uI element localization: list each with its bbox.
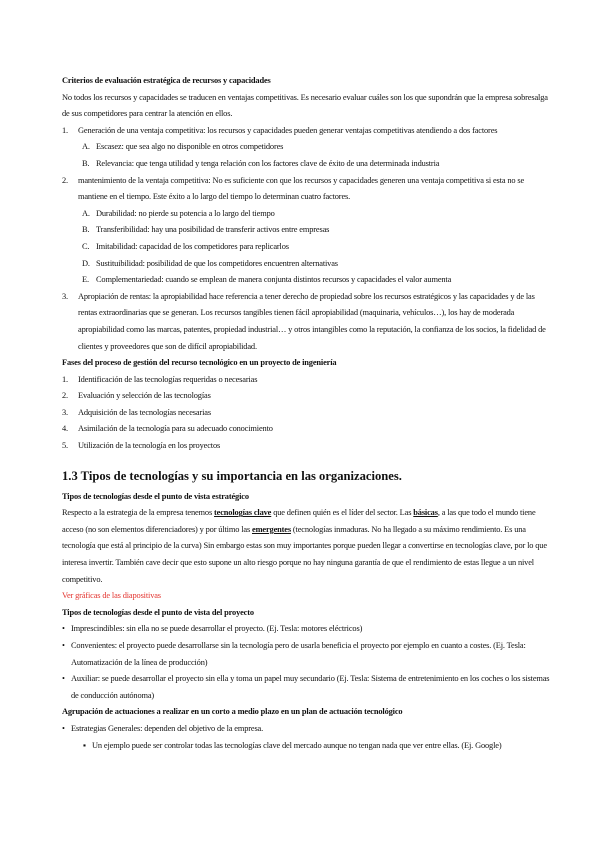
sub-text: Relevancia: que tenga utilidad y tenga relación con los factores clave de éxito de una determinada industria [96, 158, 440, 168]
agrupacion-item [62, 721, 550, 738]
criterio-item-2 [62, 173, 550, 289]
fase-item [62, 372, 550, 389]
sub-letter: A. [82, 142, 90, 152]
criterio-item-3 [62, 289, 550, 355]
sub-text: Complementariedad: cuando se emplean de manera conjunta distintos recursos y capacidades el valor aumenta [96, 275, 452, 285]
agrupacion-subtext: Un ejemplo puede ser controlar todas las tecnologías clave del mercado aunque no tengan nada que ver entre ellas. (Ej. Google) [92, 740, 502, 750]
sub-item [62, 206, 550, 223]
keyword-emergentes: emergentes [252, 524, 291, 534]
sub-letter: E. [82, 275, 89, 285]
sub-text: Escasez: que sea algo no disponible en otros competidores [96, 142, 284, 152]
sub-item [62, 156, 550, 173]
sub-text: Sustituibilidad: posibilidad de que los competidores encuentren alternativas [96, 258, 338, 268]
sub-letter: D. [82, 258, 90, 268]
square-bullet-icon: ▪ [83, 740, 86, 750]
criterio-text: Apropiación de rentas: la apropiabilidad hace referencia a tener derecho de propiedad sobre los recursos estratégicos y las capacidades y de las rentas extraordinarias que se generan. Los recursos tangibles tienen fácil apropiabilidad (maquinaria, vehículos…), los hay de moderada apropiabilidad como las marcas, patentes, propiedad industrial… y otros intangibles como la reputación, la confianza de los socios, la fidelidad de clientes y proveedores que son de difícil apropiabilidad. [78, 291, 546, 351]
fase-item [62, 388, 550, 405]
fases-title: Fases del proceso de gestión del recurso tecnológico en un proyecto de ingeniería [62, 358, 337, 368]
criterio-text: Generación de una ventaja competitiva: los recursos y capacidades pueden generar ventajas competitivas atendiendo a dos factores [78, 125, 498, 135]
estrategico-paragraph [62, 505, 550, 588]
proyecto-text: Imprescindibles: sin ella no se puede desarrollar el proyecto. (Ej. Tesla: motores eléctricos) [71, 624, 363, 634]
document-page [62, 73, 550, 754]
list-number: 1. [62, 125, 68, 135]
fase-item [62, 438, 550, 455]
fase-item [62, 405, 550, 422]
keyword-clave: tecnologías clave [214, 508, 272, 518]
list-number: 3. [62, 407, 68, 417]
proyecto-item [62, 671, 550, 704]
sub-letter: C. [82, 241, 90, 251]
fase-item [62, 421, 550, 438]
ver-graficas-link[interactable]: Ver gráficas de las diapositivas [62, 591, 161, 601]
proyecto-text: Auxiliar: se puede desarrollar el proyecto sin ella y toma un papel muy secundario (Ej. Tesla: Sistema de entretenimiento en los coches o los sistemas de conducción autónoma) [71, 674, 550, 700]
text-run: que definen quién es el líder del sector. Las [271, 508, 414, 518]
proyecto-text: Convenientes: el proyecto puede desarrollarse sin la tecnología pero de usarla beneficia el proyecto por ejemplo en cuanto a costes. (Ej. Tesla: Automatización de la línea de producción) [71, 641, 526, 667]
criterio-text: mantenimiento de la ventaja competitiva: No es suficiente con que los recursos y capacidades generen una ventaja competitiva si esta no se mantiene en el tiempo. Este éxito a lo largo del tiempo lo determinan cuatro factores. [78, 175, 525, 202]
agrupacion-title: Agrupación de actuaciones a realizar en un corto a medio plazo en un plan de actuación tecnológico [62, 707, 403, 717]
text-run: (tecnologías inmaduras. No ha llegado a su máximo rendimiento. Es una tecnología que está al principio de la curva) Sin embargo estas son muy importantes porque pueden llegar a convertirse en tecnologías clave, por lo que interesa invertir. También cave decir que esto supone un alto riesgo porque no hay ninguna garantía de que el rendimiento de estas llegue a un nivel competitivo. [62, 524, 547, 584]
sub-letter: B. [82, 225, 90, 235]
sub-text: Durabilidad: no pierde su potencia a lo largo del tiempo [96, 208, 275, 218]
fase-text: Asimilación de la tecnología para su adecuado conocimiento [78, 424, 273, 434]
bullet-icon: • [62, 674, 65, 684]
bullet-icon: • [62, 624, 65, 634]
list-number: 1. [62, 374, 68, 384]
sub-item [62, 239, 550, 256]
sub-item [62, 272, 550, 289]
estrategico-title: Tipos de tecnologías desde el punto de vista estratégico [62, 491, 249, 501]
sub-letter: B. [82, 158, 90, 168]
sub-text: Imitabilidad: capacidad de los competidores para replicarlos [96, 241, 289, 251]
criterio-sublist [62, 206, 550, 289]
fases-list [62, 372, 550, 455]
criterios-list [62, 123, 550, 355]
section-heading: 1.3 Tipos de tecnologías y su importancia en las organizaciones. [62, 468, 402, 483]
list-number: 2. [62, 391, 68, 401]
criterios-intro: No todos los recursos y capacidades se traducen en ventajas competitivas. Es necesario evaluar cuáles son los que supondrán que la empresa sobresalga de sus competidores para centrar la atención en ellos. [62, 92, 548, 119]
fase-text: Evaluación y selección de las tecnologías [78, 391, 211, 401]
proyecto-list [62, 621, 550, 704]
fase-text: Utilización de la tecnología en los proyectos [78, 441, 221, 451]
proyecto-item [62, 621, 550, 638]
text-run: , a las que todo el mundo tiene acceso (no son elementos diferenciadores) y por último las [62, 508, 536, 534]
fase-text: Identificación de las tecnologías requeridas o necesarias [78, 374, 258, 384]
sub-text: Transferibilidad: hay una posibilidad de transferir activos entre empresas [96, 225, 330, 235]
agrupacion-text: Estrategias Generales: dependen del objetivo de la empresa. [71, 723, 264, 733]
criterios-title: Criterios de evaluación estratégica de recursos y capacidades [62, 76, 271, 85]
sub-item [62, 139, 550, 156]
proyecto-item [62, 638, 550, 671]
sub-item [62, 256, 550, 273]
list-number: 5. [62, 441, 68, 451]
fase-text: Adquisición de las tecnologías necesarias [78, 407, 211, 417]
agrupacion-list [62, 721, 550, 738]
bullet-icon: • [62, 723, 65, 733]
sub-letter: A. [82, 208, 90, 218]
criterio-sublist [62, 139, 550, 172]
bullet-icon: • [62, 641, 65, 650]
list-number: 3. [62, 291, 68, 301]
keyword-basicas: básicas [413, 508, 438, 518]
criterio-item-1 [62, 123, 550, 173]
sub-item [62, 222, 550, 239]
list-number: 2. [62, 175, 68, 185]
proyecto-title: Tipos de tecnologías desde el punto de vista del proyecto [62, 607, 254, 617]
agrupacion-sublist [62, 738, 550, 755]
text-run: Respecto a la estrategia de la empresa tenemos [62, 508, 215, 518]
agrupacion-subitem [62, 738, 550, 755]
list-number: 4. [62, 424, 68, 434]
